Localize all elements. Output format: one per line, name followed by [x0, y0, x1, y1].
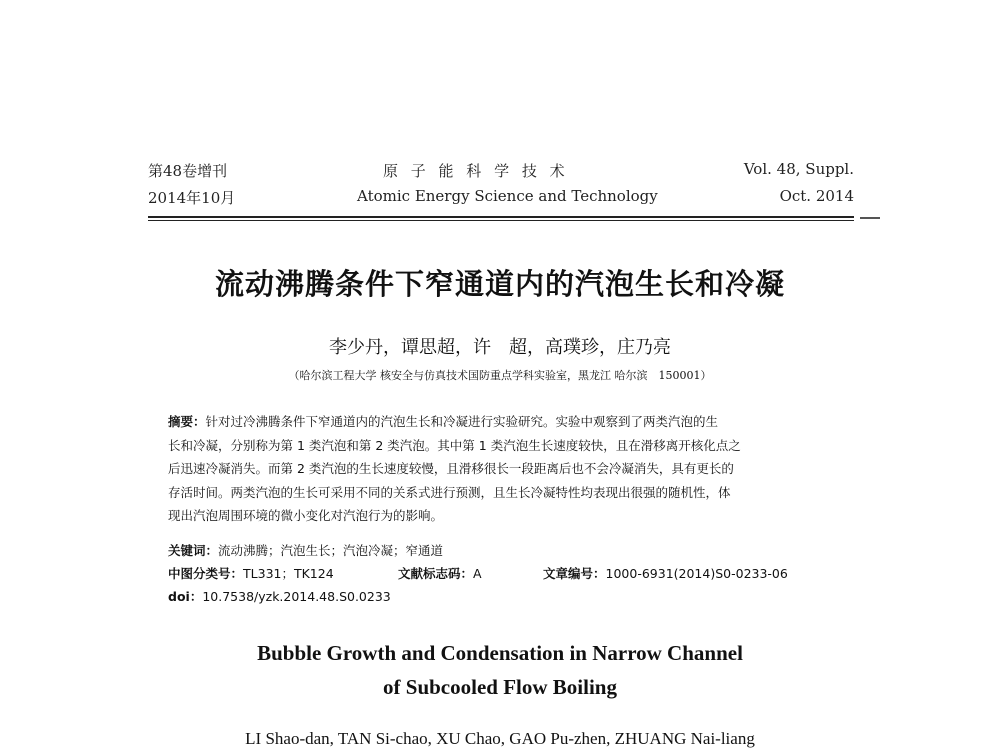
- doi: [168, 587, 391, 605]
- abstract: [168, 410, 850, 528]
- paper-title-en-line1: Bubble Growth and Condensation in Narrow Channel: [257, 641, 743, 665]
- abstract-label: 摘要：: [168, 414, 206, 429]
- date-en: Oct. 2014: [779, 187, 854, 205]
- authors-en: LI Shao-dan, TAN Si-chao, XU Chao, GAO Pu-zhen, ZHUANG Nai-liang: [245, 729, 755, 748]
- article-number: [543, 564, 788, 582]
- keywords-value: 流动沸腾；汽泡生长；汽泡冷凝；窄通道: [218, 543, 444, 558]
- paper-title-cn: 流动沸腾条件下窄通道内的汽泡生长和冷凝: [214, 267, 785, 301]
- document-code: [398, 564, 482, 582]
- keywords-label: 关键词：: [168, 543, 219, 558]
- keywords: [168, 541, 443, 559]
- abstract-line: 后迅速冷凝消失。而第 2 类汽泡的生长速度较慢，且滑移很长一段距离后也不会冷凝消失，具有更长的: [168, 461, 734, 477]
- authors-cn: 李少丹，谭思超，许 超，高璞珍，庄乃亮: [329, 337, 671, 358]
- paper-title-en-line2: of Subcooled Flow Boiling: [383, 675, 617, 699]
- volume-cn: 第48卷增刊: [148, 162, 228, 180]
- affiliation-cn: （哈尔滨工程大学 核安全与仿真技术国防重点学科实验室，黑龙江 哈尔滨 150001）: [288, 369, 712, 382]
- clc-value: TL331；TK124: [243, 566, 334, 581]
- article-value: 1000-6931(2014)S0-0233-06: [605, 566, 788, 581]
- journal-title-en: Atomic Energy Science and Technology: [357, 187, 658, 205]
- abstract-line: 现出汽泡周围环境的微小变化对汽泡行为的影响。: [168, 508, 444, 524]
- abstract-line: 摘要：针对过冷沸腾条件下窄通道内的汽泡生长和冷凝进行实验研究。实验中观察到了两类汽泡的生: [168, 414, 719, 429]
- clc-label: 中图分类号：: [168, 566, 244, 581]
- abstract-line: 存活时间。两类汽泡的生长可采用不同的关系式进行预测，且生长冷凝特性均表现出很强的随机性，体: [168, 484, 731, 500]
- journal-title-cn: 原 子 能 科 学 技 术: [383, 162, 569, 180]
- header-rule-tail: [860, 217, 880, 219]
- clc-code: [168, 564, 334, 582]
- article-label: 文章编号：: [543, 566, 606, 581]
- header-rule-thick: [148, 216, 854, 218]
- volume-en: Vol. 48, Suppl.: [743, 160, 854, 178]
- doi-label: doi：: [168, 589, 203, 604]
- header-rule-thin: [148, 220, 854, 221]
- doi-value: 10.7538/yzk.2014.48.S0.0233: [202, 589, 391, 604]
- doc-label: 文献标志码：: [398, 566, 474, 581]
- date-cn: 2014年10月: [148, 189, 236, 207]
- abstract-line: 长和冷凝，分别称为第 1 类汽泡和第 2 类汽泡。其中第 1 类汽泡生长速度较快，且在滑移离开核化点之: [168, 437, 741, 453]
- doc-value: A: [473, 566, 482, 581]
